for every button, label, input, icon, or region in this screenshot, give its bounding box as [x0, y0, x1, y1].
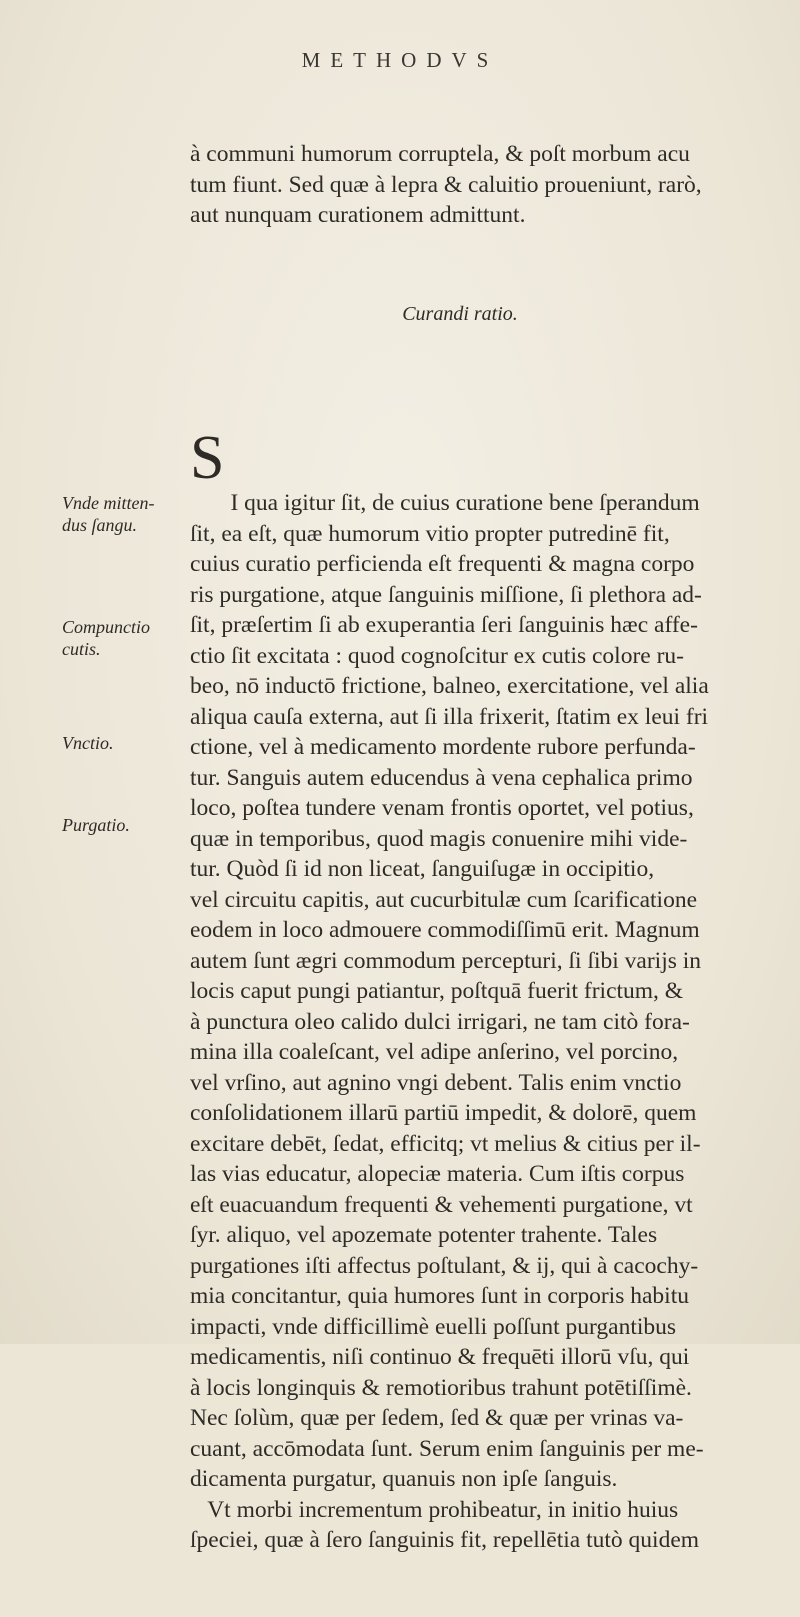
- text-line: eodem in loco admouere commodiſſimū erit. Magnum: [190, 917, 700, 943]
- text-line: quæ in temporibus, quod magis conuenire mihi vide-: [190, 825, 688, 852]
- text-line: loco, poſtea tundere venam frontis oportet, vel potius,: [190, 795, 694, 821]
- text-line: ſpeciei, quæ à ſero ſanguinis fit, repellētia tutò quidem: [190, 1527, 700, 1553]
- text-line: ris purgatione, atque ſanguinis miſſione, ſi plethora ad-: [190, 581, 702, 608]
- text-line: tum fiunt. Sed quæ à lepra & caluitio proueniunt, rarò,: [190, 171, 702, 198]
- text-line: cuius curatio perficienda eſt frequenti & magna corpo: [190, 551, 695, 577]
- text-line: aut nunquam curationem admittunt.: [190, 202, 526, 228]
- text-line: vel vrſino, aut agnino vngi debent. Talis enim vnctio: [190, 1069, 682, 1096]
- text-line: autem ſunt ægri commodum percepturi, ſi ſibi varijs in: [190, 947, 702, 974]
- text-line: Nec ſolùm, quæ per ſedem, ſed & quæ per vrinas va-: [190, 1405, 684, 1431]
- drop-cap: S: [190, 424, 225, 492]
- text-line: dicamenta purgatur, quanuis non ipſe ſanguis.: [190, 1466, 618, 1492]
- margin-note-vnde-mittendus: Vnde mitten- dus ſangu.: [62, 493, 155, 535]
- text-line: ctio ſit excitata : quod cognoſcitur ex cutis colore ru-: [190, 642, 684, 669]
- text-line: vel circuitu capitis, aut cucurbitulæ cum ſcarificatione: [190, 886, 698, 913]
- text-line: mina illa coaleſcant, vel adipe anſerino, vel porcino,: [190, 1039, 679, 1065]
- text-line: conſolidationem illarū partiū impedit, & dolorē, quem: [190, 1100, 697, 1126]
- text-line: impacti, vnde difficillimè euelli poſſunt purgantibus: [190, 1313, 677, 1340]
- text-line: beo, nō inductō frictione, balneo, exercitatione, vel alia: [190, 673, 709, 699]
- text-line: locis caput pungi patiantur, poſtquā fuerit frictum, &: [190, 978, 684, 1004]
- margin-note-compunctio-cutis: Compunctio cutis.: [62, 617, 150, 659]
- text-line: ſit, præſertim ſi ab exuperantia ſeri ſanguinis hæc affe-: [190, 612, 698, 638]
- text-line: ctione, vel à medicamento mordente rubore perfunda-: [190, 734, 696, 760]
- text-line: excitare debēt, ſedat, efficitq; vt melius & citius per il-: [190, 1130, 701, 1157]
- text-line: ſit, ea eſt, quæ humorum vitio propter putredinē fit,: [190, 520, 670, 547]
- opening-lines: [190, 139, 770, 231]
- section-heading: Curandi ratio.: [402, 302, 518, 325]
- text-line: à communi humorum corruptela, & poſt morbum acu: [190, 141, 690, 167]
- text-line: tur. Sanguis autem educendus à vena cephalica primo: [190, 764, 693, 791]
- text-line: eſt euacuandum frequenti & vehementi purgatione, vt: [190, 1191, 693, 1218]
- text-line: à locis longinquis & remotioribus trahunt potētiſſimè.: [190, 1374, 692, 1401]
- text-line: tur. Quòd ſi id non liceat, ſanguiſugæ in occipitio,: [190, 856, 655, 882]
- text-line: ſyr. aliquo, vel apozemate potenter trahente. Tales: [190, 1222, 658, 1248]
- text-line: mia concitantur, quia humores ſunt in corporis habitu: [190, 1283, 689, 1309]
- body-paragraphs: [190, 397, 770, 1556]
- text-line: à punctura oleo calido dulci irrigari, ne tam citò fora-: [190, 1008, 690, 1035]
- text-line: aliqua cauſa externa, aut ſi illa frixerit, ſtatim ex leui fri: [190, 703, 709, 730]
- main-text-column: [190, 78, 770, 1617]
- text-line: las vias educatur, alopeciæ materia. Cum iſtis corpus: [190, 1161, 685, 1187]
- text-line: purgationes iſti affectus poſtulant, & ij, qui à cacochy-: [190, 1252, 699, 1279]
- text-line: I qua igitur ſit, de cuius curatione bene ſperandum: [230, 490, 700, 516]
- text-line: medicamentis, niſi continuo & frequēti illorū vſu, qui: [190, 1344, 690, 1370]
- margin-note-vnctio: Vnctio.: [62, 733, 114, 753]
- text-line: Vt morbi incrementum prohibeatur, in initio huius: [190, 1496, 679, 1523]
- text-line: cuant, accōmodata ſunt. Serum enim ſanguinis per me-: [190, 1435, 704, 1462]
- running-head: METHODVS: [301, 48, 499, 72]
- margin-note-purgatio: Purgatio.: [62, 815, 130, 835]
